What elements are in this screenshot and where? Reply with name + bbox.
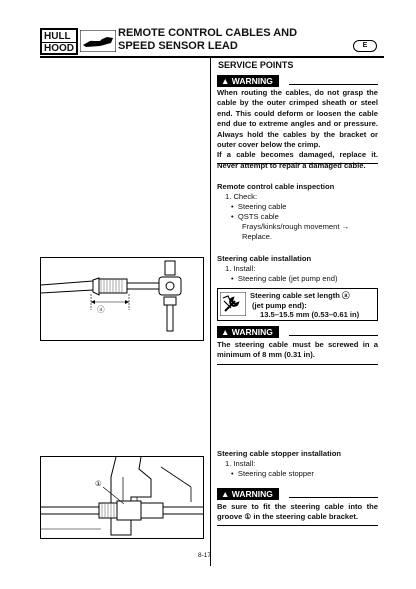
warning-badge-1 [217,75,279,87]
cable-stopper-diagram [41,457,203,538]
service-points-title: SERVICE POINTS [218,60,294,70]
installation-item: • Steering cable (jet pump end) [231,274,338,283]
spec-text [250,291,376,320]
language-badge: E [353,40,377,52]
warning-bottom-rule-2 [217,364,378,365]
warning-header-1 [217,75,378,87]
warning-header-2 [217,326,378,338]
figure-label-1: ① [95,479,102,488]
page-title [118,27,358,53]
page-number: 8-17 [198,552,212,559]
spec-box [217,288,378,321]
stopper-step: 1. Install: [225,459,256,468]
header-rule [40,56,384,58]
section-code-box [40,28,78,55]
spec-line-1: Steering cable set length ⓐ [250,291,350,300]
warning-triangle-icon: ▲ [221,489,232,499]
installation-section [217,254,378,284]
warning-label-2: WARNING [231,327,273,337]
page-title-line2: SPEED SENSOR LEAD [118,40,238,52]
page-title-line1: REMOTE CONTROL CABLES AND [118,27,298,39]
inspection-section [217,182,378,242]
figure-label-a: ⓐ [97,305,105,314]
installation-title: Steering cable installation [217,254,312,263]
inspection-title: Remote control cable inspection [217,182,335,191]
warning-bottom-rule-1 [217,163,378,164]
watercraft-icon [80,30,116,52]
warning-text-1a: When routing the cables, do not grasp the cable by the outer crimped sheath or steel end. This could deform or loosen the cable end due to extreme angles and or pressure. Always hold the cables by the bracket or outer cover below the crimp. [217,88,378,150]
cable-set-length-diagram [41,258,203,340]
warning-rule-3 [289,497,378,498]
inspection-detail: Frays/kinks/rough movement → [242,222,350,231]
warning-text-3: Be sure to fit the steering cable into the groove ① in the steering cable bracket. [217,502,378,522]
warning-rule-2 [289,335,378,336]
figure-cable-set-length [40,257,204,341]
column-divider [210,56,211,566]
warning-header-3 [217,488,378,500]
figure-cable-stopper [40,456,204,539]
warning-label-1: WARNING [231,76,273,86]
inspection-action: Replace. [242,232,272,241]
spec-line-2: (jet pump end): [252,300,307,310]
warning-triangle-icon: ▲ [221,76,232,86]
spec-value: 13.5–15.5 mm (0.53–0.61 in) [260,310,360,319]
inspection-item-2: • QSTS cable [231,212,279,221]
inspection-step: 1. Check: [225,192,258,201]
warning-bottom-rule-3 [217,525,378,526]
warning-text-2: The steering cable must be screwed in a minimum of 8 mm (0.31 in). [217,340,378,360]
stopper-section [217,449,378,479]
warning-badge-3 [217,488,279,500]
warning-triangle-icon: ▲ [221,327,232,337]
section-code-hood: HOOD [44,43,74,54]
section-code-hull: HULL [42,31,76,43]
warning-text-1b: If a cable becomes damaged, replace it. Never attempt to repair a damaged cable. [217,150,378,170]
warning-badge-2 [217,326,279,338]
warning-rule-1 [289,84,378,85]
wrench-icon [220,292,246,316]
stopper-item: • Steering cable stopper [231,469,314,478]
warning-label-3: WARNING [231,489,273,499]
installation-step: 1. Install: [225,264,256,273]
inspection-item-1: • Steering cable [231,202,287,211]
stopper-title: Steering cable stopper installation [217,449,342,458]
warning-text-1 [217,88,378,171]
